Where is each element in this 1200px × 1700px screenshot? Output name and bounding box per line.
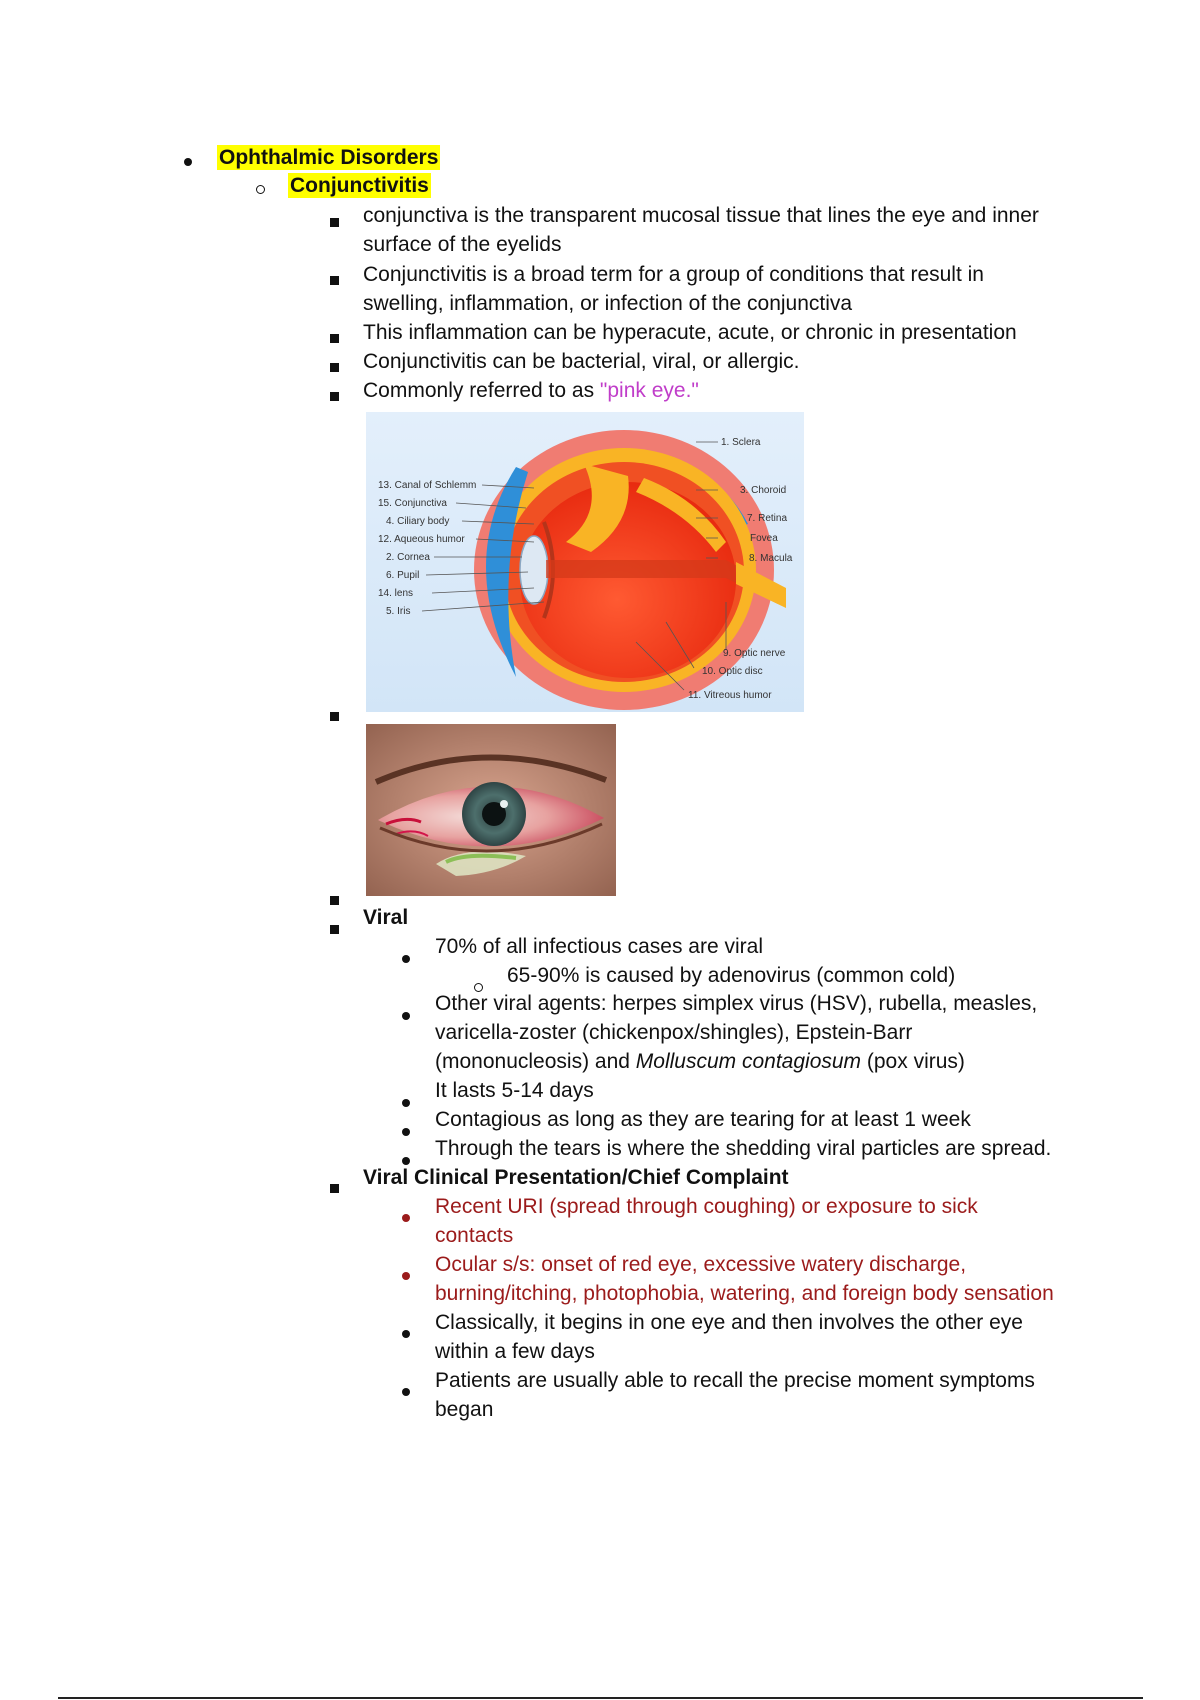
label-vitreous-humor: 11. Vitreous humor (688, 690, 772, 701)
presentation-item-4-line-1: Patients are usually able to recall the precise moment symptoms (435, 1369, 1035, 1392)
label-sclera: 1. Sclera (721, 437, 761, 448)
intro-bullet-5 (330, 381, 339, 409)
label-optic-disc: 10. Optic disc (702, 666, 763, 677)
label-aqueous-humor: 12. Aqueous humor (378, 534, 465, 545)
molluscum-text: Molluscum contagiosum (635, 1050, 862, 1073)
intro-item-3: This inflammation can be hyperacute, acute, or chronic in presentation (363, 321, 1017, 344)
pink-eye-photo (366, 724, 616, 896)
viral-item-4: Contagious as long as they are tearing for at least 1 week (435, 1108, 971, 1131)
eye-anatomy-diagram (366, 412, 804, 712)
label-macula: 8. Macula (749, 553, 793, 564)
eye-anatomy-svg (366, 412, 804, 712)
viral-sub-item-1: 65-90% is caused by adenovirus (common cold) (507, 964, 956, 987)
presentation-bullet (330, 1173, 339, 1201)
presentation-red-item-2-line-2: burning/itching, photophobia, watering, and foreign body sensation (435, 1282, 1054, 1305)
viral-bullet-4 (402, 1116, 410, 1144)
presentation-heading: Viral Clinical Presentation/Chief Complaint (363, 1166, 789, 1189)
intro-item-1-line-1: conjunctiva is the transparent mucosal tissue that lines the eye and inner (363, 204, 1039, 227)
viral-item-2-line-3-a: (mononucleosis) and (435, 1050, 636, 1073)
viral-heading: Viral (363, 906, 409, 929)
intro-item-2-line-2: swelling, inflammation, or infection of the conjunctiva (363, 292, 853, 315)
viral-item-1: 70% of all infectious cases are viral (435, 935, 763, 958)
intro-item-1-line-2: surface of the eyelids (363, 233, 562, 256)
intro-item-5 (363, 377, 699, 405)
label-iris: 5. Iris (386, 606, 411, 617)
presentation-bullet-4 (402, 1376, 410, 1404)
intro-bullet-1 (330, 207, 339, 235)
level1-bullet (184, 146, 192, 174)
presentation-item-3-line-2: within a few days (435, 1340, 595, 1363)
presentation-red-bullet-1 (402, 1202, 410, 1230)
viral-item-2-line-2: varicella-zoster (chickenpox/shingles), Epstein-Barr (435, 1021, 913, 1044)
label-optic-nerve: 9. Optic nerve (723, 648, 786, 659)
presentation-red-bullet-2 (402, 1260, 410, 1288)
level2-heading-text: Conjunctivitis (290, 174, 429, 197)
intro-item-5-prefix: Commonly referred to as (363, 379, 600, 402)
presentation-item-3-line-1: Classically, it begins in one eye and then involves the other eye (435, 1311, 1023, 1334)
viral-bullet-1 (402, 943, 410, 971)
label-pupil: 6. Pupil (386, 570, 420, 581)
level1-heading (217, 144, 440, 172)
presentation-red-item-2-line-1: Ocular s/s: onset of red eye, excessive watery discharge, (435, 1253, 967, 1276)
viral-bullet-3 (402, 1087, 410, 1115)
photo-bullet (330, 885, 339, 913)
intro-bullet-4 (330, 352, 339, 380)
viral-item-5: Through the tears is where the shedding viral particles are spread. (435, 1137, 1052, 1160)
presentation-item-4-line-2: began (435, 1398, 494, 1421)
viral-item-3: It lasts 5-14 days (435, 1079, 594, 1102)
intro-bullet-2 (330, 265, 339, 293)
label-canal-of-schlemm: 13. Canal of Schlemm (378, 480, 477, 491)
label-ciliary-body: 4. Ciliary body (386, 516, 450, 527)
viral-bullet (330, 914, 339, 942)
pink-eye-photo-svg (366, 724, 616, 896)
diagram-bullet (330, 701, 339, 729)
intro-bullet-3 (330, 323, 339, 351)
presentation-bullet-3 (402, 1318, 410, 1346)
presentation-red-item-1-line-2: contacts (435, 1224, 514, 1247)
viral-item-2-line-3-b: (pox virus) (861, 1050, 965, 1073)
label-lens: 14. lens (378, 588, 414, 599)
page-bottom-rule (58, 1697, 1143, 1699)
level2-heading (288, 172, 431, 200)
pink-eye-text: "pink eye." (599, 379, 699, 402)
viral-item-2-line-1: Other viral agents: herpes simplex virus (HSV), rubella, measles, (435, 992, 1038, 1015)
level1-heading-text: Ophthalmic Disorders (219, 146, 439, 169)
level2-bullet (256, 174, 265, 202)
intro-item-2-line-1: Conjunctivitis is a broad term for a group of conditions that result in (363, 263, 984, 286)
label-choroid: 3. Choroid (740, 485, 787, 496)
viral-item-2-line-3 (435, 1048, 965, 1076)
presentation-red-item-1-line-1: Recent URI (spread through coughing) or exposure to sick (435, 1195, 978, 1218)
viral-bullet-2 (402, 1000, 410, 1028)
intro-item-4: Conjunctivitis can be bacterial, viral, or allergic. (363, 350, 800, 373)
label-conjunctiva: 15. Conjunctiva (378, 498, 447, 509)
label-cornea: 2. Cornea (386, 552, 430, 563)
label-retina: 7. Retina (747, 513, 788, 524)
label-fovea: Fovea (750, 533, 778, 544)
